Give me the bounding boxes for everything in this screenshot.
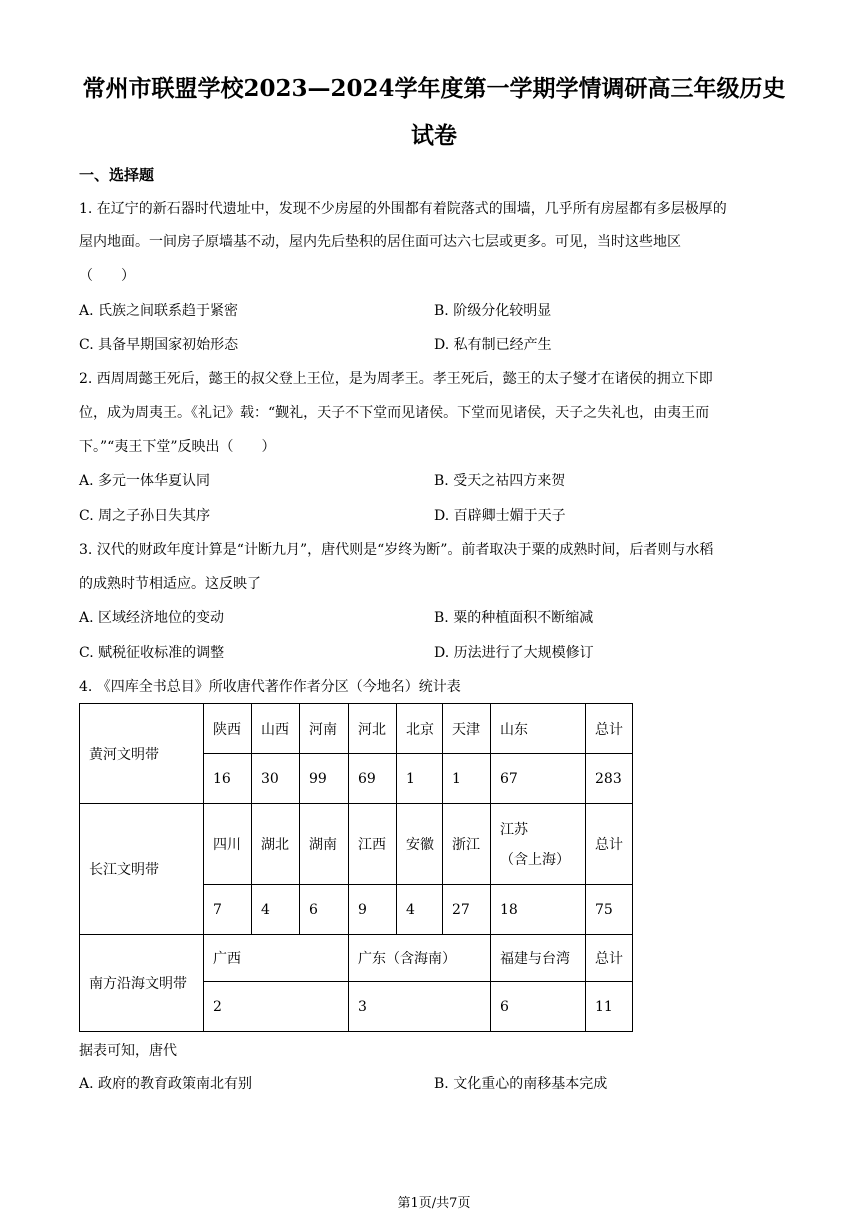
page-footer: 第1页/共7页 [397,1196,471,1211]
table-cell: 湖南 [300,804,349,885]
exam-title-line2: 试卷 [411,122,457,149]
table-cell: 1 [397,754,443,804]
table-cell: 总计 [586,704,633,754]
table-cell: 99 [300,754,349,804]
q3-option-b[interactable]: B. 粟的种植面积不断缩减 [434,610,594,626]
q4-option-b[interactable]: B. 文化重心的南移基本完成 [434,1076,608,1092]
q2-option-c[interactable]: C. 周之子孙日失其序 [79,508,211,524]
region-label: 黄河文明带 [80,704,204,804]
table-cell: 18 [491,885,586,935]
q2-option-b[interactable]: B. 受天之祜四方来贺 [434,473,566,489]
table-cell: 75 [586,885,633,935]
table-cell: 河北 [349,704,397,754]
q1-stem-line1: 1. 在辽宁的新石器时代遗址中，发现不少房屋的外围都有着院落式的围墙，几乎所有房屋都有多层极厚的 [79,201,727,217]
table-cell: 广西 [204,935,349,982]
table-cell: 7 [204,885,252,935]
table-cell: 3 [349,982,491,1032]
table-row [80,704,633,754]
table-cell: 11 [586,982,633,1032]
table-cell: 陕西 [204,704,252,754]
table-cell: 2 [204,982,349,1032]
table-cell: 9 [349,885,397,935]
q2-stem-line2: 位，成为周夷王。《礼记》载：“觐礼，天子不下堂而见诸侯。下堂而见诸侯，天子之失礼也，由夷王而 [79,405,710,421]
q3-stem-line2: 的成熟时节相适应。这反映了 [79,576,261,592]
table-cell: 4 [397,885,443,935]
table-cell: 总计 [586,804,633,885]
q2-option-d[interactable]: D. 百辟卿士媚于天子 [434,508,566,524]
q2-stem-line3: 下。”“夷王下堂”反映出（ ） [79,439,276,455]
table-cell: 16 [204,754,252,804]
q1-stem-blank: （ ） [79,268,135,284]
table-cell: 北京 [397,704,443,754]
region-label: 长江文明带 [80,804,204,935]
q4-stem-after: 据表可知，唐代 [79,1043,177,1059]
table-cell: 1 [443,754,491,804]
table-cell: 四川 [204,804,252,885]
table-cell: 6 [300,885,349,935]
author-region-table [79,703,633,1032]
q3-option-c[interactable]: C. 赋税征收标准的调整 [79,645,225,661]
exam-title-line1: 常州市联盟学校2023—2024学年度第一学期学情调研高三年级历史 [82,75,786,102]
table-cell: 27 [443,885,491,935]
table-cell: 69 [349,754,397,804]
table-row [80,804,633,885]
table-cell-jiangsu [491,804,586,885]
table-cell: 30 [252,754,300,804]
q3-stem-line1: 3. 汉代的财政年度计算是“计断九月”，唐代则是“岁终为断”。前者取决于粟的成熟时间，后者则与水稻 [79,542,714,558]
table-cell: 广东（含海南） [349,935,491,982]
table-cell: 安徽 [397,804,443,885]
table-cell: 4 [252,885,300,935]
section-heading: 一、选择题 [79,166,155,184]
region-label: 南方沿海文明带 [80,935,204,1032]
table-cell: 河南 [300,704,349,754]
cell-line: 江苏 [500,822,528,838]
table-cell: 总计 [586,935,633,982]
q4-caption: 4. 《四库全书总目》所收唐代著作作者分区（今地名）统计表 [79,679,461,695]
table-cell: 江西 [349,804,397,885]
q3-option-a[interactable]: A. 区域经济地位的变动 [79,610,225,626]
cell-subline: （含上海） [500,852,570,868]
table-cell: 湖北 [252,804,300,885]
table-cell: 67 [491,754,586,804]
q1-option-d[interactable]: D. 私有制已经产生 [434,337,552,353]
q2-stem-line1: 2. 西周周懿王死后，懿王的叔父登上王位，是为周孝王。孝王死后，懿王的太子燮才在诸侯的拥立下即 [79,371,713,387]
table-cell: 天津 [443,704,491,754]
q1-option-a[interactable]: A. 氏族之间联系趋于紧密 [79,303,239,319]
table-cell: 山西 [252,704,300,754]
table-cell: 283 [586,754,633,804]
table-cell: 6 [491,982,586,1032]
q1-option-b[interactable]: B. 阶级分化较明显 [434,303,552,319]
q2-option-a[interactable]: A. 多元一体华夏认同 [79,473,211,489]
table-cell: 福建与台湾 [491,935,586,982]
q1-stem-line2: 屋内地面。一间房子原墙基不动，屋内先后垫积的居住面可达六七层或更多。可见，当时这些地区 [79,234,681,250]
q1-option-c[interactable]: C. 具备早期国家初始形态 [79,337,239,353]
q3-option-d[interactable]: D. 历法进行了大规模修订 [434,645,594,661]
table-cell: 浙江 [443,804,491,885]
q4-option-a[interactable]: A. 政府的教育政策南北有别 [79,1076,253,1092]
table-cell: 山东 [491,704,586,754]
table-row [80,935,633,982]
